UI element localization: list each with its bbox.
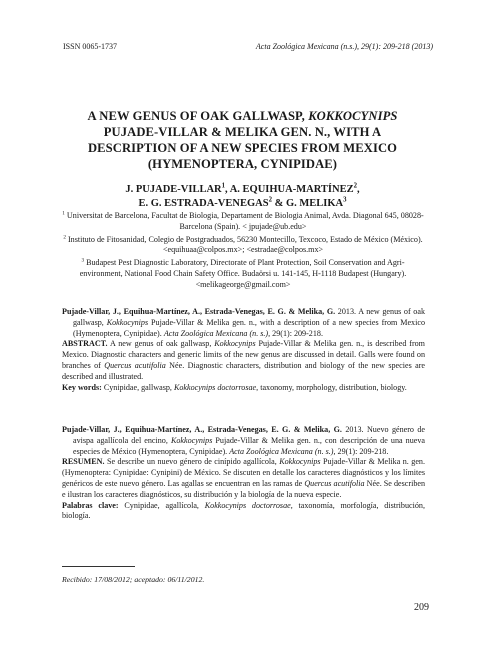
english-citation: Pujade-Villar, J., Equihua-Martínez, A., Estrada-Venegas, E. G. & Melika, G. 2013. A new genus of oak gallwasp, Kokkocynips Pujade-Villar & Melika gen. n., with a description of a new species from Mexico (Hymenoptera, Cynipidae). Acta Zoológica Mexicana (n. s.), 29(1): 209-218.	[62, 307, 425, 338]
affiliation-2: $^2$ Instituto de Fitosanidad, Colegio de Postgraduados, 56230 Montecillo, Texcoco, Estado de México (México). <equihuaa@colpos.mx>; <estradae@colpos.mx>	[63, 233, 423, 255]
article-title	[60, 108, 425, 172]
spanish-abstract-block	[62, 425, 425, 522]
english-abstract-block	[62, 307, 425, 393]
received-dates: Recibido: 17/08/2012; aceptado: 06/11/2012.	[62, 575, 205, 584]
journal-header: Acta Zoológica Mexicana (n.s.), 29(1): 209-218 (2013)	[255, 42, 433, 51]
author-line-2: E. G. ESTRADA-VENEGAS$^2$ & G. MELIKA$^3$	[138, 196, 347, 209]
affiliation-3: $^3$ Budapest Pest Diagnostic Laboratory, Directorate of Plant Protection, Soil Conservation and Agri-environment, National Food Chain Safety Office. Budaörsi u. 141-145, H-1118 Budapest (Hungary). <melikageorge@gmail.com>	[79, 257, 407, 289]
page-number: 209	[414, 602, 429, 613]
title-line-4: (HYMENOPTERA, CYNIPIDAE)	[147, 157, 338, 171]
title-genus: KOKKOCYNIPS	[308, 109, 398, 123]
affiliation-1: $^1$ Universitat de Barcelona, Facultat de Biologia, Departament de Biologia Animal, Avda. Diagonal 645, 08028-Barcelona (Spain). < jpujade@ub.edu>	[62, 210, 424, 231]
issn-header: ISSN 0065-1737	[63, 42, 118, 51]
title-line-2: PUJADE-VILLAR & MELIKA GEN. N., WITH A	[103, 125, 382, 139]
affiliations	[62, 211, 424, 293]
footnote-divider	[62, 566, 135, 567]
author-line-1: J. PUJADE-VILLAR$^1$, A. EQUIHUA-MARTÍNEZ$^2$,	[125, 182, 360, 195]
spanish-keywords: Palabras clave: Cynipidae, agallícola, Kokkocynips doctorrosae, taxonomía, morfología, distribución, biología.	[62, 500, 425, 521]
title-line-1: A NEW GENUS OF OAK GALLWASP, KOKKOCYNIPS	[87, 109, 398, 123]
author-list	[60, 183, 425, 210]
english-abstract: ABSTRACT. A new genus of oak gallwasp, Kokkocynips Pujade-Villar & Melika gen. n., is described from Mexico. Diagnostic characters and generic limits of the new genus are discussed in detail. Galls were found on branches of Quercus acutifolia Née. Diagnostic characters, distribution and biology of the new species are described and illustrated.	[62, 339, 425, 381]
spanish-resumen: RESUMEN. Se describe un nuevo género de cinípido agallícola, Kokkocynips Pujade-Villar & Melika n. gen. (Hymenoptera: Cynipidae: Cynipini) de México. Se discuten en detalle los caracteres diagnósticos y los límites genéricos de este nuevo género. Las agallas se encuentran en las ramas de Quercus acutifolia Née. Se describen e ilustran los caracteres diagnósticos, su distribución y la biología de la nueva especie.	[62, 457, 426, 499]
spanish-citation: Pujade-Villar, J., Equihua-Martínez, A., Estrada-Venegas, E. G. & Melika, G. 2013. Nuevo género de avispa agallícola del encino, Kokkocynips Pujade-Villar & Melika gen. n., con descripción de una nueva especies de México (Hymenoptera, Cynipidae). Acta Zoológica Mexicana (n. s.), 29(1): 209-218.	[62, 425, 426, 456]
english-keywords: Key words: Cynipidae, gallwasp, Kokkocynips doctorrosae, taxonomy, morphology, distribution, biology.	[62, 382, 407, 392]
title-line-3: DESCRIPTION OF A NEW SPECIES FROM MEXICO	[87, 141, 398, 155]
